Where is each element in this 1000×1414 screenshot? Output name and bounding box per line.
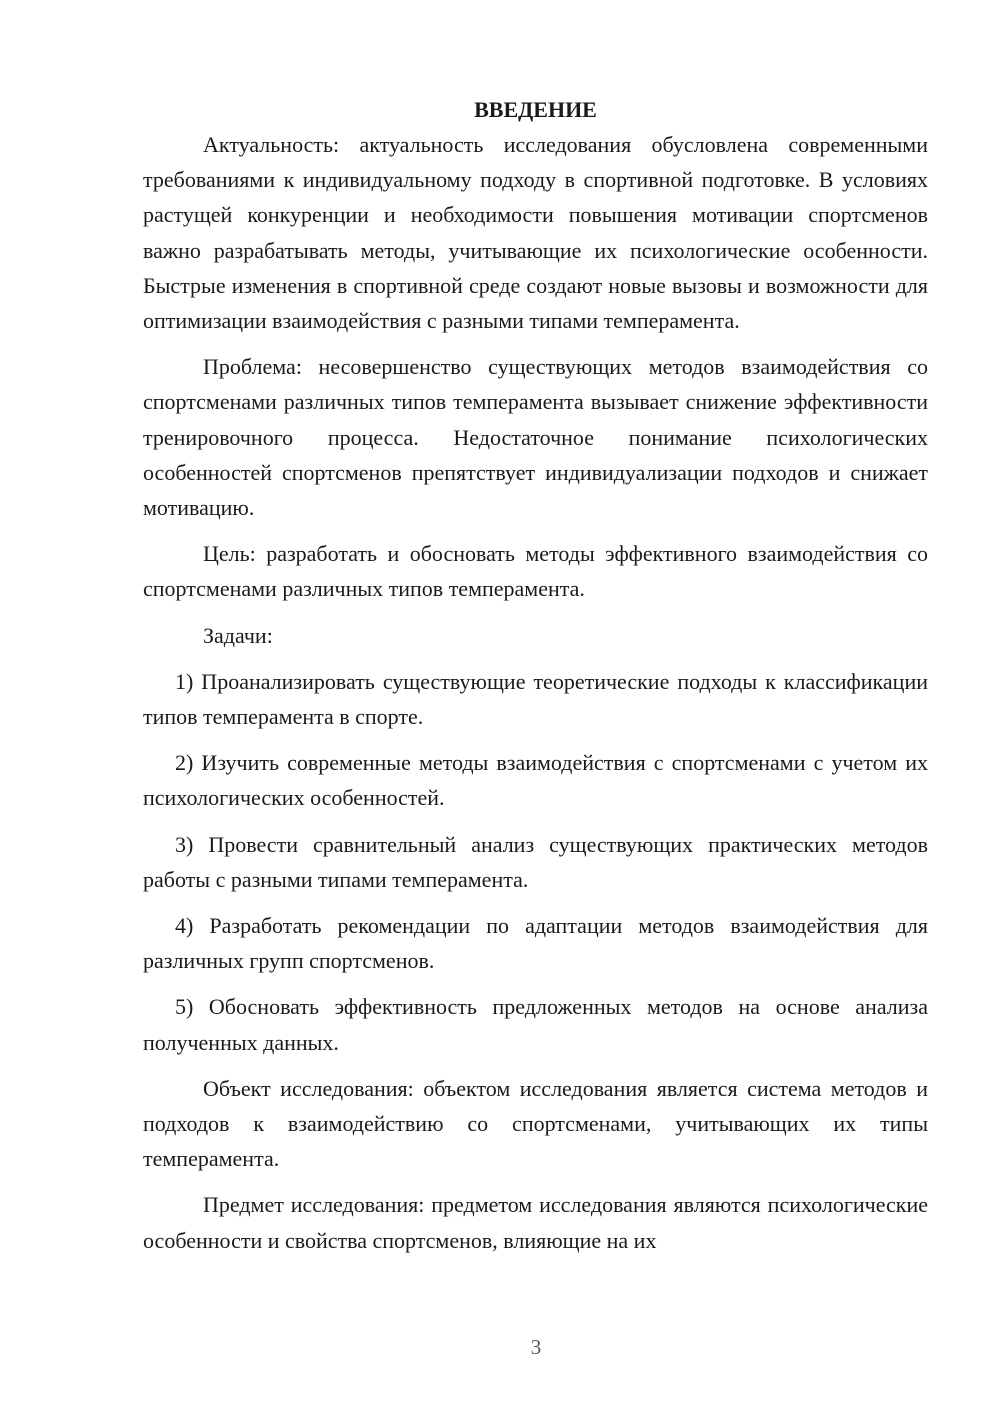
- relevance-paragraph: Актуальность: актуальность исследования обусловлена современными требованиями к индивидуальному подходу в спортивной подготовке. В условиях растущей конкуренции и необходимости повышения мотивации спортсменов важно разрабатывать методы, учитывающие их психологические особенности. Быстрые изменения в спортивной среде создают новые вызовы и возможности для оптимизации взаимодействия с разными типами темперамента.: [143, 132, 928, 334]
- object-paragraph: Объект исследования: объектом исследования является система методов и подходов к взаимодействию со спортсменами, учитывающих их типы темперамента.: [143, 1075, 928, 1172]
- task-item-2: 2) Изучить современные методы взаимодействия с спортсменами с учетом их психологических особенностей.: [143, 750, 928, 811]
- goal-paragraph: Цель: разработать и обосновать методы эффективного взаимодействия со спортсменами различных типов темперамента.: [143, 541, 928, 602]
- task-item-4: 4) Разработать рекомендации по адаптации методов взаимодействия для различных групп спортсменов.: [143, 913, 928, 974]
- document-page: [143, 92, 928, 1269]
- tasks-label: Задачи:: [203, 622, 273, 648]
- page-number: [72, 1332, 1000, 1362]
- section-heading: ВВЕДЕНИЕ: [474, 97, 597, 122]
- task-item-1: 1) Проанализировать существующие теоретические подходы к классификации типов темперамента в спорте.: [143, 668, 928, 730]
- problem-paragraph: Проблема: несовершенство существующих методов взаимодействия со спортсменами различных типов темперамента вызывает снижение эффективности тренировочного процесса. Недостаточное понимание психологических особенностей спортсменов препятствует индивидуализации подходов и снижает мотивацию.: [143, 354, 928, 521]
- subject-paragraph: Предмет исследования: предметом исследования являются психологические особенности и свойства спортсменов, влияющие на их: [143, 1192, 928, 1253]
- page-number-text: 3: [530, 1335, 542, 1359]
- tasks-list: [143, 664, 928, 1060]
- task-item-3: 3) Провести сравнительный анализ существующих практических методов работы с разными типами темперамента.: [143, 831, 928, 892]
- task-item-5: 5) Обосновать эффективность предложенных методов на основе анализа полученных данных.: [143, 994, 928, 1055]
